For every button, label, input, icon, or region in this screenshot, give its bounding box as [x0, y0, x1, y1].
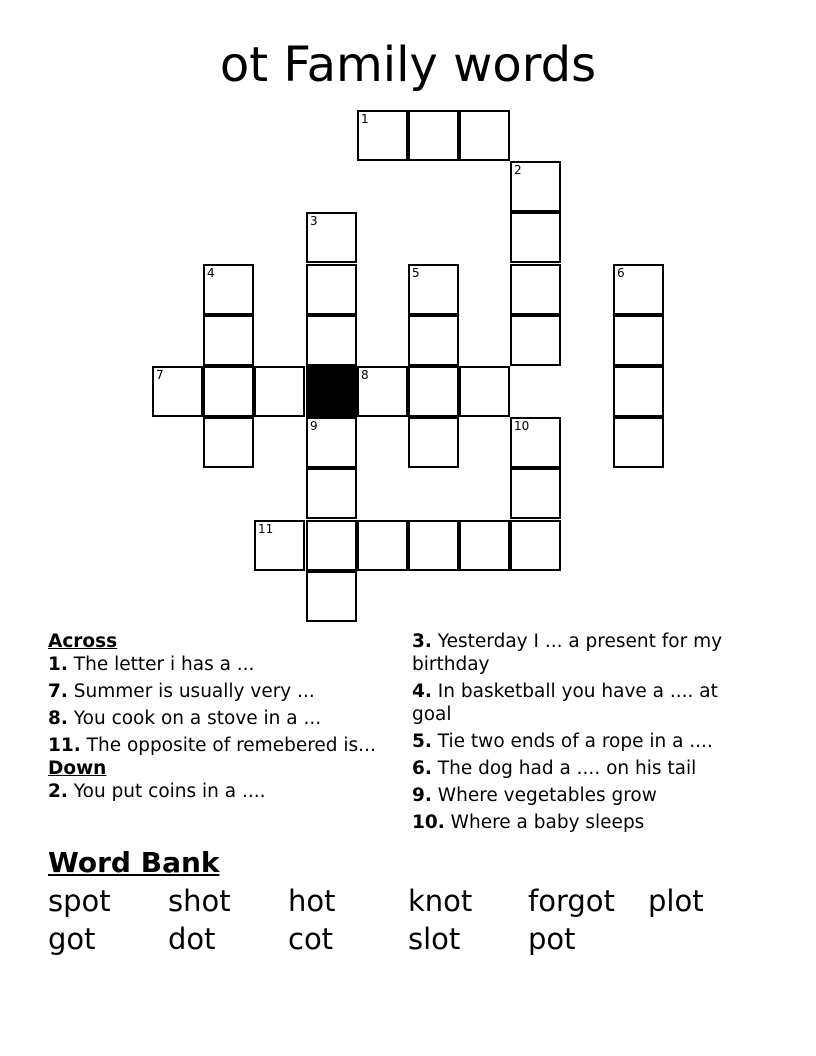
grid-cell[interactable] — [408, 366, 459, 417]
clue-number: 7. — [48, 681, 68, 702]
grid-cell[interactable] — [613, 264, 664, 315]
grid-cell[interactable] — [357, 520, 408, 571]
word-bank-item: cot — [288, 922, 334, 956]
grid-cell[interactable] — [306, 520, 357, 571]
down-clue — [412, 757, 762, 780]
word-bank-item: forgot — [528, 884, 615, 918]
down-clue — [412, 784, 762, 807]
word-bank-item: shot — [168, 884, 231, 918]
across-clue — [48, 734, 378, 757]
clue-number: 3. — [412, 631, 432, 652]
word-bank-item: spot — [48, 884, 111, 918]
down-clue — [48, 780, 378, 803]
grid-cell[interactable] — [510, 264, 561, 315]
clue-number-label: 9 — [310, 419, 318, 433]
across-heading: Across — [48, 631, 118, 652]
word-bank-item: knot — [408, 884, 473, 918]
clue-text: Tie two ends of a rope in a .... — [437, 731, 713, 752]
down-clue — [412, 730, 762, 753]
clues-column-left — [48, 630, 378, 807]
word-bank-heading: Word Bank — [48, 846, 220, 879]
clue-number-label: 4 — [207, 266, 215, 280]
clues-column-right — [412, 630, 762, 838]
across-clue — [48, 680, 378, 703]
grid-cell[interactable] — [306, 264, 357, 315]
grid-cell[interactable] — [459, 520, 510, 571]
clue-number-label: 1 — [361, 112, 369, 126]
clue-number: 8. — [48, 708, 68, 729]
clue-number-label: 6 — [617, 266, 625, 280]
grid-cell[interactable] — [408, 417, 459, 468]
clue-number-label: 2 — [514, 163, 522, 177]
clue-number-label: 7 — [156, 368, 164, 382]
grid-cell[interactable] — [613, 366, 664, 417]
word-bank-item: got — [48, 922, 96, 956]
grid-cell[interactable] — [613, 315, 664, 366]
clue-number: 9. — [412, 785, 432, 806]
across-clue — [48, 653, 378, 676]
clue-number: 11. — [48, 735, 81, 756]
clue-number: 6. — [412, 758, 432, 779]
grid-cell[interactable] — [306, 468, 357, 519]
word-bank-item: plot — [648, 884, 704, 918]
grid-cell[interactable] — [203, 264, 254, 315]
word-bank-item: pot — [528, 922, 576, 956]
grid-cell[interactable] — [203, 315, 254, 366]
grid-cell[interactable] — [408, 110, 459, 161]
down-clue — [412, 630, 762, 676]
down-clue — [412, 811, 762, 834]
grid-cell[interactable] — [306, 417, 357, 468]
clue-number: 1. — [48, 654, 68, 675]
clue-number-label: 5 — [412, 266, 420, 280]
clue-number: 4. — [412, 681, 432, 702]
word-bank-item: hot — [288, 884, 336, 918]
across-clue — [48, 707, 378, 730]
grid-cell[interactable] — [306, 571, 357, 622]
grid-cell[interactable] — [408, 264, 459, 315]
grid-cell[interactable] — [510, 468, 561, 519]
clue-text: The dog had a .... on his tail — [437, 758, 697, 779]
grid-cell[interactable] — [306, 212, 357, 263]
black-square — [306, 366, 357, 417]
clue-text: The letter i has a ... — [73, 654, 255, 675]
clue-text: Where vegetables grow — [437, 785, 657, 806]
grid-cell[interactable] — [408, 315, 459, 366]
grid-cell[interactable] — [254, 366, 305, 417]
clue-text: In basketball you have a .... at goal — [412, 681, 718, 725]
clue-number-label: 8 — [361, 368, 369, 382]
clue-number: 5. — [412, 731, 432, 752]
down-heading: Down — [48, 758, 107, 779]
clue-number-label: 10 — [514, 419, 530, 433]
grid-cell[interactable] — [510, 520, 561, 571]
clue-number-label: 11 — [258, 522, 274, 536]
grid-cell[interactable] — [510, 417, 561, 468]
word-bank-item: dot — [168, 922, 216, 956]
grid-cell[interactable] — [613, 417, 664, 468]
grid-cell[interactable] — [306, 315, 357, 366]
grid-cell[interactable] — [408, 520, 459, 571]
grid-cell[interactable] — [357, 366, 408, 417]
clue-text: You cook on a stove in a ... — [73, 708, 322, 729]
grid-cell[interactable] — [459, 110, 510, 161]
clue-text: The opposite of remebered is... — [86, 735, 376, 756]
grid-cell[interactable] — [203, 366, 254, 417]
clue-number: 2. — [48, 781, 68, 802]
page-title: ot Family words — [219, 37, 597, 93]
clue-text: You put coins in a .... — [73, 781, 266, 802]
clue-text: Where a baby sleeps — [450, 812, 645, 833]
grid-cell[interactable] — [357, 110, 408, 161]
clue-number: 10. — [412, 812, 445, 833]
grid-cell[interactable] — [459, 366, 510, 417]
clue-text: Summer is usually very ... — [73, 681, 315, 702]
grid-cell[interactable] — [203, 417, 254, 468]
grid-cell[interactable] — [510, 161, 561, 212]
grid-cell[interactable] — [254, 520, 305, 571]
grid-cell[interactable] — [510, 315, 561, 366]
grid-cell[interactable] — [510, 212, 561, 263]
clue-number-label: 3 — [310, 214, 318, 228]
word-bank-item: slot — [408, 922, 461, 956]
grid-cell[interactable] — [152, 366, 203, 417]
down-clue — [412, 680, 762, 726]
clue-text: Yesterday I ... a present for my birthday — [412, 631, 723, 675]
